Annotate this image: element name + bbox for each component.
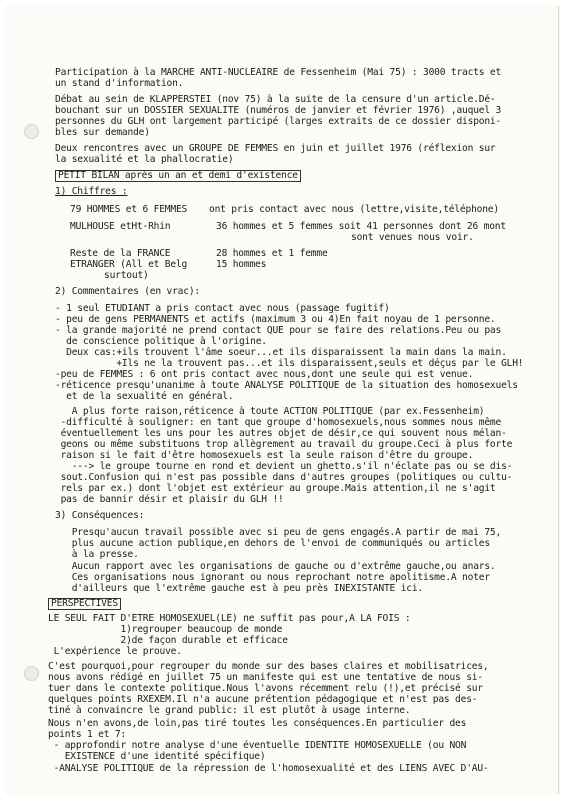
perspective-line: points 1 et 7: (48, 729, 127, 740)
comment-line: de conscience politique à l'origine. (55, 336, 267, 347)
comment-line: +Ils ne la trouvent pas...et ils disparaissent,seuls et déçus par le GLH! (55, 358, 524, 369)
stat-value: 28 hommes et 1 femme (216, 248, 328, 259)
document-page (6, 6, 559, 794)
perspective-line: quelques points RXEXEM.Il n'a aucune prétention pédagogique et n'est pas des- (48, 694, 478, 705)
intro-line: Débat au sein de KLAPPERSTEI (nov 75) à la suite de la censure d'un article.Dé- (55, 94, 496, 105)
stat-label: Reste de la FRANCE (70, 248, 171, 259)
perspective-line: tiné à convaincre le grand public: il est plutôt à usage interne. (48, 705, 411, 716)
stat-label: 79 HOMMES et 6 FEMMES (70, 204, 188, 215)
perspectives-heading: PERSPECTIVES (48, 598, 121, 610)
punch-hole (24, 666, 39, 681)
intro-line: Participation à la MARCHE ANTI-NUCLEAIRE de Fessenheim (Mai 75) : 3000 tracts et (55, 67, 502, 78)
comment-line: rels par ex.) dont l'objet est extérieur au groupe.Mais attention,il ne s'agit (55, 483, 496, 494)
bilan-heading: PETIT BILAN après un an et demi d'existence (55, 170, 301, 182)
perspective-line: tuer dans le contexte politique.Nous l'avons récemment relu (!),et précisé sur (48, 683, 483, 694)
comment-line: - la grande majorité ne prend contact QUE pour se faire des relations.Peu ou pas (55, 325, 502, 336)
section-chiffres-title: 1) Chiffres : (55, 186, 128, 197)
punch-hole (24, 124, 39, 139)
perspective-line: - approfondir notre analyse d'une éventuelle IDENTITE HOMOSEXUELLE (ou NON (48, 740, 467, 751)
section-commentaires-title: 2) Commentaires (en vrac): (55, 286, 200, 297)
comment-line: pas de bannir désir et plaisir du GLH !! (55, 494, 284, 505)
consequence-line: Presqu'aucun travail possible avec si peu de gens engagés.A partir de mai 75, (55, 527, 502, 538)
comment-line: Deux cas:+ils trouvent l'âme soeur...et ils disparaissent la main dans la main. (55, 347, 507, 358)
intro-line: un stand d'information. (55, 78, 184, 89)
comment-line: éventuellement les uns pour les autres objet de désir,ce qui souvent nous mélan- (55, 428, 507, 439)
comment-line: et de la sexualité en général. (55, 391, 234, 402)
intro-line: bouchant sur un DOSSIER SEXUALITE (numéros de janvier et février 1976) ,auquel 3 (55, 105, 502, 116)
perspective-line: L'expérience le prouve. (48, 646, 182, 657)
comment-line: A plus forte raison,réticence à toute ACTION POLITIQUE (par ex.Fessenheim) (55, 406, 485, 417)
comment-line: - 1 seul ETUDIANT a pris contact avec nous (passage fugitif) (55, 303, 390, 314)
perspective-line: nous avons rédigé en juillet 75 un manifeste qui est une tentative de nous si- (48, 672, 483, 683)
comment-line: sout.Confusion qui n'est pas possible dans d'autres groupes (politiques ou cultu- (55, 472, 513, 483)
consequence-line: Aucun rapport avec les organisations de gauche ou d'extrême gauche,ou anars. (55, 561, 496, 572)
consequence-line: plus aucune action publique,en dehors de l'envoi de communiqués ou articles (55, 538, 490, 549)
consequence-line: à la presse. (55, 549, 139, 560)
section-consequences-title: 3) Conséquences: (55, 510, 145, 521)
comment-line: raison si le fait d'être homosexuels est la seule raison d'être du groupe. (55, 450, 474, 461)
comment-line: -peu de FEMMES : 6 ont pris contact avec nous,dont une seule qui est venue. (55, 369, 474, 380)
stat-value: 15 hommes (216, 259, 267, 270)
intro-line: Deux rencontres avec un GROUPE DE FEMMES en juin et juillet 1976 (réflexion sur (55, 143, 496, 154)
stat-label: ETRANGER (All et Belg (70, 259, 188, 270)
stat-value: 36 hommes et 5 femmes soit 41 personnes dont 26 mont (216, 221, 506, 232)
comment-line: -réticence presqu'unanime à toute ANALYSE POLITIQUE de la situation des homosexuels (55, 380, 518, 391)
intro-line: bles sur demande) (55, 127, 150, 138)
comment-line: geons ou même substituons trop allègrement au travail du groupe.Ceci à plus forte (55, 439, 513, 450)
stat-value: sont venues nous voir. (351, 232, 474, 243)
stat-value: ont pris contact avec nous (lettre,visite,téléphone) (209, 204, 499, 215)
comment-line: ---> le groupe tourne en rond et devient un ghetto.s'il n'éclate pas ou se dis- (55, 461, 513, 472)
comment-line: - peu de gens PERMANENTS et actifs (maximum 3 ou 4)En fait noyau de 1 personne. (55, 314, 496, 325)
stat-label: surtout) (104, 270, 149, 281)
perspective-line: -ANALYSE POLITIQUE de la répression de l'homosexualité et des LIENS AVEC D'AU- (48, 763, 489, 774)
perspective-line: 2)de façon durable et efficace (48, 635, 288, 646)
perspective-line: 1)regrouper beaucoup de monde (48, 624, 283, 635)
comment-line: -difficulté à souligner: en tant que groupe d'homosexuels,nous sommes nous même (55, 417, 502, 428)
stat-label: MULHOUSE etHt-Rhin (70, 221, 171, 232)
perspective-line: Nous n'en avons,de loin,pas tiré toutes les conséquences.En particulier des (48, 718, 467, 729)
consequence-line: Ces organisations nous ignorant ou nous reprochant notre apolitisme.A noter (55, 572, 490, 583)
perspective-line: C'est pourquoi,pour regrouper du monde sur des bases claires et mobilisatrices, (48, 661, 489, 672)
consequence-line: d'ailleurs que l'extrême gauche est à peu près INEXISTANTE ici. (55, 583, 424, 594)
perspective-line: LE SEUL FAIT D'ETRE HOMOSEXUEL(LE) ne suffit pas pour,A LA FOIS : (48, 613, 411, 624)
intro-line: personnes du GLH ont largement participé (larges extraits de ce dossier disponi- (55, 116, 502, 127)
perspective-line: EXISTENCE d'une identité spécifique) (48, 751, 266, 762)
intro-line: la sexualité et la phallocratie) (55, 154, 234, 165)
